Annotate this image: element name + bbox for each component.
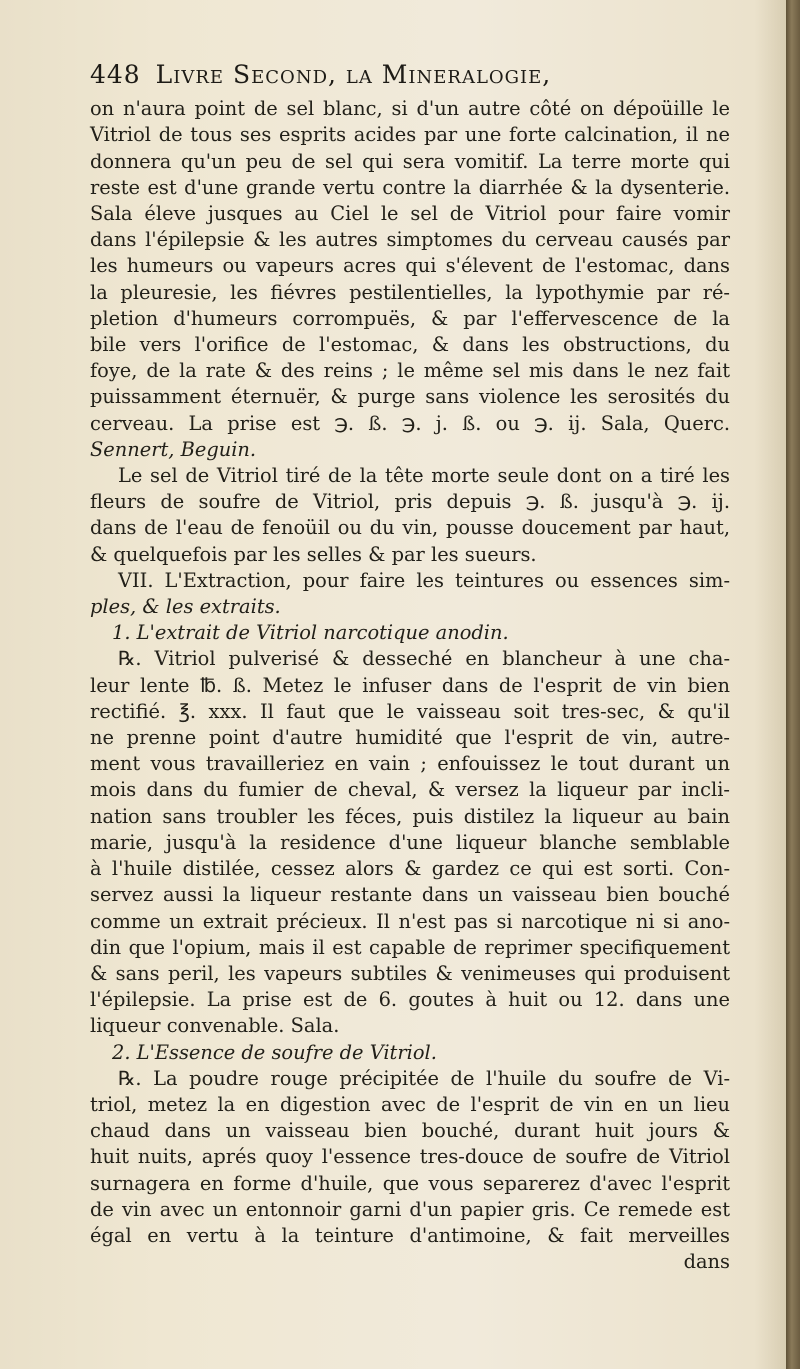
page-text [90, 62, 730, 1275]
text-line: VII. L'Extraction, pour faire les teintures ou essences sim- [118, 568, 730, 592]
text-line: leur lente ℔. ß. Metez le infuser dans de l'esprit de vin bien [90, 673, 730, 697]
text-line: rectifié. ℥. xxx. Il faut que le vaisseau soit tres-sec, & qu'il [90, 699, 730, 723]
text-line: on n'aura point de sel blanc, si d'un autre côté on dépoüille le [90, 97, 730, 121]
page-number: 448 [90, 60, 141, 89]
text-line: huit nuits, aprés quoy l'essence tres-douce de soufre de Vitriol [90, 1145, 730, 1169]
text-line: dans de l'eau de fenoüil ou du vin, pousse doucement par haut, [90, 516, 730, 540]
text-line: cerveau. La prise est ℈. ß. ℈. j. ß. ou ℈. ij. Sala, Querc. [90, 411, 730, 435]
text-line: triol, metez la en digestion avec de l'esprit de vin en un lieu [90, 1092, 730, 1116]
text-line: Le sel de Vitriol tiré de la tête morte seule dont on a tiré les [118, 464, 730, 488]
text-line: pletion d'humeurs corrompuës, & par l'effervescence de la [90, 306, 730, 330]
text-line: ℞. Vitriol pulverisé & desseché en blancheur à une cha- [118, 647, 730, 671]
text-line: & sans peril, les vapeurs subtiles & venimeuses qui produisent [90, 961, 730, 985]
text-line: mois dans du fumier de cheval, & versez la liqueur par incli- [90, 778, 730, 802]
text-line: ℞. La poudre rouge précipitée de l'huile du soufre de Vi- [118, 1066, 730, 1090]
text-line: dans l'épilepsie & les autres simptomes du cerveau causés par [90, 228, 730, 252]
body-text [90, 96, 730, 1275]
text-line: puissamment éternuër, & purge sans violence les serosités du [90, 385, 730, 409]
text-line: & quelquefois par les selles & par les sueurs. [90, 542, 537, 566]
text-line: Sala éleve jusques au Ciel le sel de Vitriol pour faire vomir [90, 202, 730, 226]
text-line: à l'huile distilée, cessez alors & gardez ce qui est sorti. Con- [90, 857, 730, 881]
text-line: ne prenne point d'autre humidité que l'esprit de vin, autre- [90, 726, 730, 750]
running-header [90, 62, 730, 88]
text-line: égal en vertu à la teinture d'antimoine, & fait merveilles [90, 1223, 730, 1247]
text-line: servez aussi la liqueur restante dans un vaisseau bien bouché [90, 883, 730, 907]
text-line: Vitriol de tous ses esprits acides par une forte calcination, il ne [90, 123, 730, 147]
text-line: Sennert, Beguin. [90, 437, 257, 461]
text-line: bile vers l'orifice de l'estomac, & dans les obstructions, du [90, 333, 730, 357]
text-line: reste est d'une grande vertu contre la diarrhée & la dysenterie. [90, 175, 730, 199]
text-line: fleurs de soufre de Vitriol, pris depuis ℈. ß. jusqu'à ℈. ij. [90, 490, 730, 514]
text-line: surnagera en forme d'huile, que vous separerez d'avec l'esprit [90, 1171, 730, 1195]
text-line: nation sans troubler les féces, puis distilez la liqueur au bain [90, 804, 730, 828]
text-line: l'épilepsie. La prise est de 6. goutes à huit ou 12. dans une [90, 988, 730, 1012]
book-spine-edge [786, 0, 800, 1369]
text-line: foye, de la rate & des reins ; le même sel mis dans le nez fait [90, 359, 730, 383]
text-line: chaud dans un vaisseau bien bouché, durant huit jours & [90, 1119, 730, 1143]
text-line: donnera qu'un peu de sel qui sera vomitif. La terre morte qui [90, 149, 730, 173]
text-line: les humeurs ou vapeurs acres qui s'élevent de l'estomac, dans [90, 254, 730, 278]
text-line: dans [683, 1250, 730, 1274]
header-title: Livre Second, la Mineralogie, [155, 60, 552, 89]
text-line: comme un extrait précieux. Il n'est pas si narcotique ni si ano- [90, 909, 730, 933]
text-line: din que l'opium, mais il est capable de reprimer specifiquement [90, 935, 730, 959]
text-line: ples, & les extraits. [90, 595, 281, 619]
text-line: de vin avec un entonnoir garni d'un papier gris. Ce remede est [90, 1197, 730, 1221]
text-line: la pleuresie, les fiévres pestilentielles, la lypothymie par ré- [90, 280, 730, 304]
text-line: 1. L'extrait de Vitriol narcotique anodin. [112, 621, 509, 645]
text-line: liqueur convenable. Sala. [90, 1014, 340, 1038]
text-line: marie, jusqu'à la residence d'une liqueur blanche semblable [90, 830, 730, 854]
text-line: ment vous travailleriez en vain ; enfouissez le tout durant un [90, 752, 730, 776]
text-line: 2. L'Essence de soufre de Vitriol. [112, 1040, 437, 1064]
